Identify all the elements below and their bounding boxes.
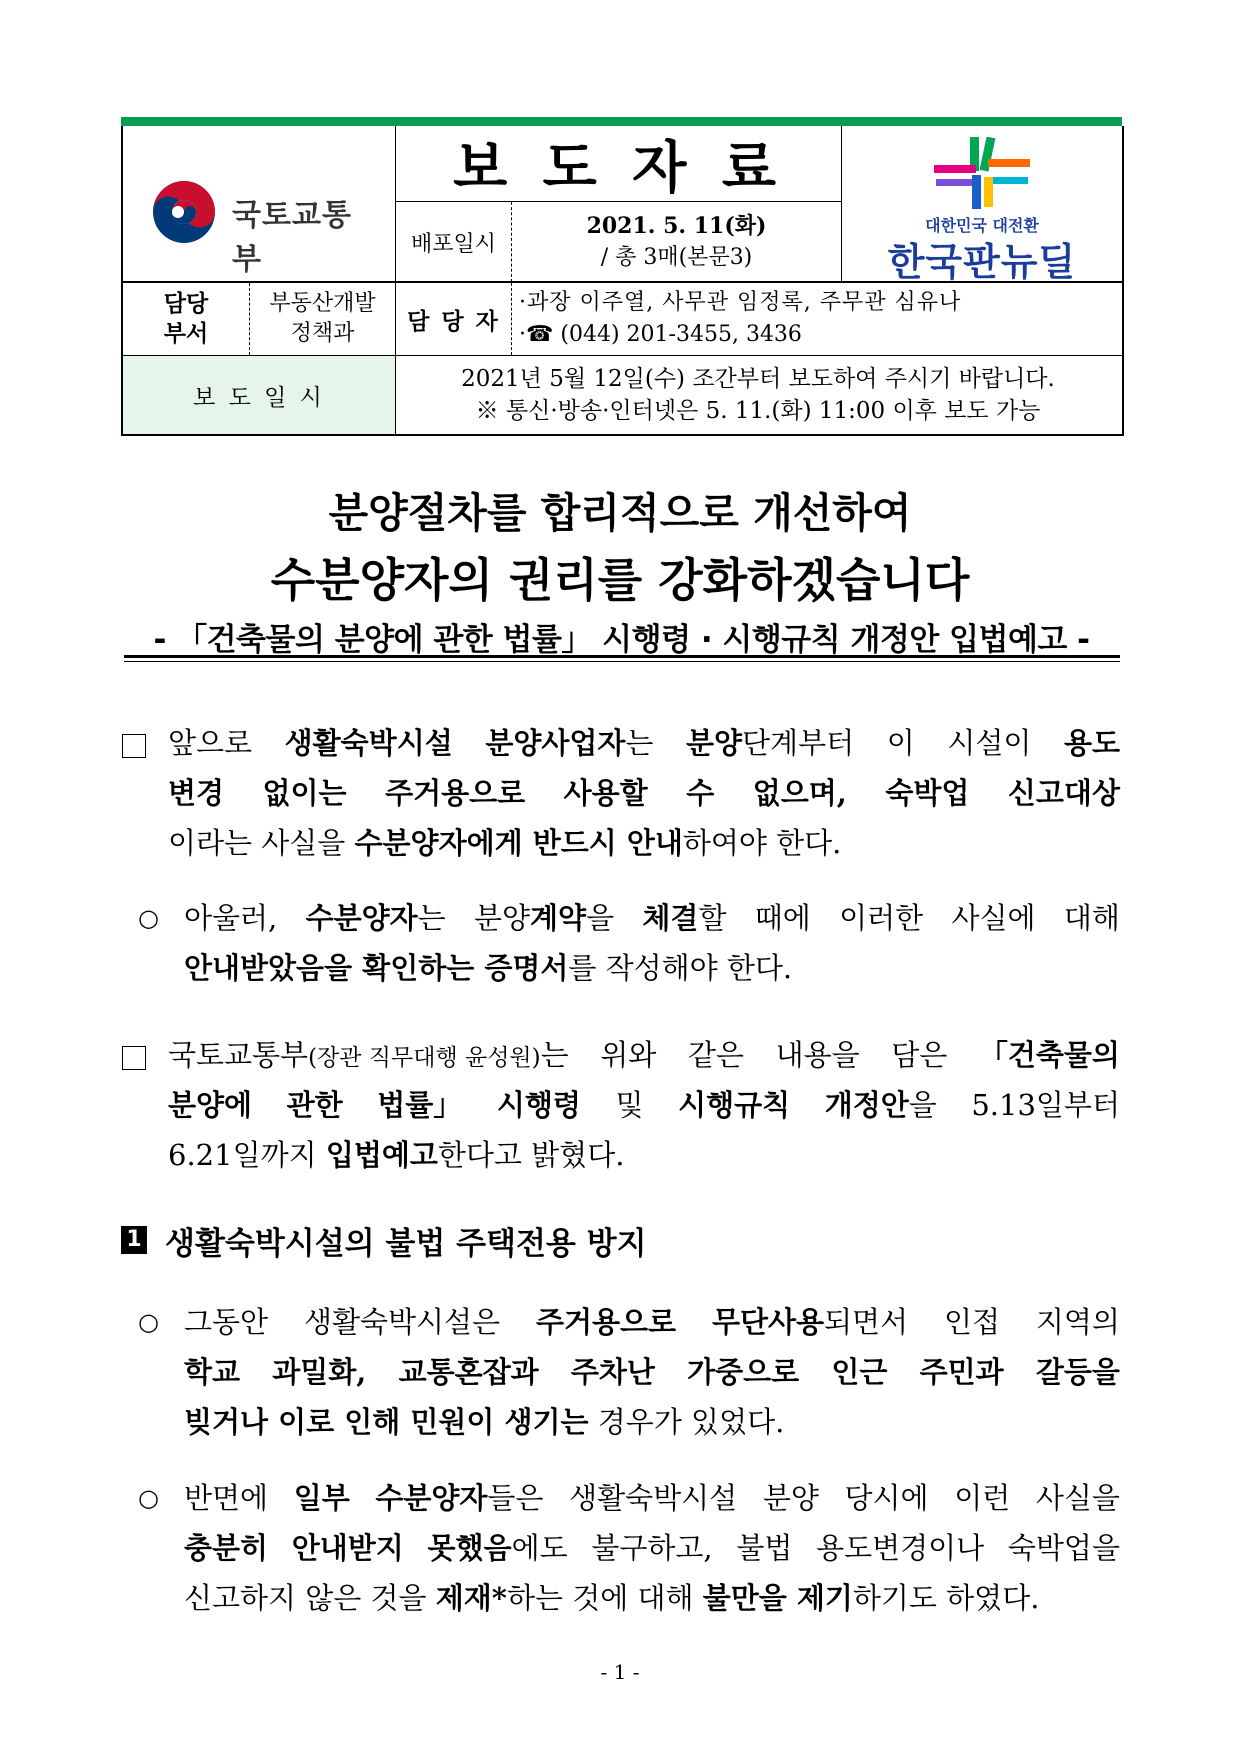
headline-line1: 분양절차를 합리적으로 개선하여 bbox=[328, 489, 912, 537]
circle-bullet-3: ○ bbox=[138, 1484, 159, 1512]
paragraph-2-line-2: 분양에 관한 법률」 시행령 및 시행규칙 개정안을 5.13일부터 bbox=[168, 1088, 1120, 1122]
checkbox-bullet-1 bbox=[122, 734, 146, 758]
page-number: - 1 - bbox=[600, 1660, 640, 1684]
korean-new-deal-logo bbox=[842, 127, 1122, 284]
paragraph-1-line-3: 이라는 사실을 수분양자에게 반드시 안내하여야 한다. bbox=[168, 826, 842, 860]
new-deal-emblem-icon bbox=[926, 137, 1036, 209]
contact-info bbox=[519, 287, 1119, 351]
release-line1: 2021년 5월 12일(수) 조간부터 보도하여 주시기 바랍니다. bbox=[461, 366, 1055, 392]
section1-p2-line-2: 충분히 안내받지 못했음에도 불구하고, 불법 용도변경이나 숙박업을 bbox=[184, 1531, 1120, 1565]
section1-p1-line-2: 학교 과밀화, 교통혼잡과 주차난 가중으로 인근 주민과 갈등을 bbox=[184, 1355, 1120, 1389]
new-deal-title: 한국판뉴딜 bbox=[887, 240, 1077, 284]
contact-label: 담 당 자 bbox=[407, 307, 500, 335]
ministry-logo bbox=[150, 172, 376, 277]
section1-p1-line-1: 그동안 생활숙박시설은 주거용으로 무단사용되면서 인접 지역의 bbox=[184, 1305, 1120, 1339]
dept-label: 담당 부서 bbox=[163, 290, 209, 347]
contact-phone: ·☎ (044) 201-3455, 3436 bbox=[519, 322, 802, 347]
section-heading-text: 생활숙박시설의 불법 주택전용 방지 bbox=[165, 1226, 647, 1262]
release-label: 보 도 일 시 bbox=[123, 356, 395, 434]
paragraph-1-line-1: 앞으로 생활숙박시설 분양사업자는 분양단계부터 이 시설이 용도 bbox=[168, 726, 1120, 760]
dept-value: 부동산개발 정책과 bbox=[269, 291, 376, 346]
taegeuk-icon bbox=[150, 178, 218, 246]
paragraph-1a-line-2: 안내받았음을 확인하는 증명서를 작성해야 한다. bbox=[184, 951, 793, 985]
paragraph-1a-line-1: 아울러, 수분양자는 분양계약을 체결할 때에 이러한 사실에 대해 bbox=[184, 901, 1120, 935]
release-info bbox=[396, 356, 1120, 434]
headline-subtitle: - 「건축물의 분양에 관한 법률」 시행령 · 시행규칙 개정안 입법예고 - bbox=[153, 622, 1090, 658]
dist-date-value bbox=[512, 202, 841, 282]
press-release-header bbox=[121, 117, 1122, 436]
paragraph-1-line-2: 변경 없이는 주거용으로 사용할 수 없으며, 숙박업 신고대상 bbox=[168, 776, 1120, 810]
checkbox-bullet-2 bbox=[122, 1046, 146, 1070]
dist-date-line2: / 총 3매(본문3) bbox=[600, 245, 753, 270]
section-number-box: 1 bbox=[121, 1226, 147, 1254]
circle-bullet-2: ○ bbox=[138, 1308, 159, 1336]
contact-names: ·과장 이주열, 사무관 임정록, 주무관 심유나 bbox=[519, 290, 962, 315]
ministry-name: 국토교통부 bbox=[232, 198, 352, 277]
paragraph-2-line-1: 국토교통부(장관 직무대행 윤성원)는 위와 같은 내용을 담은 「건축물의 bbox=[168, 1038, 1120, 1072]
headline-line2: 수분양자의 권리를 강화하겠습니다 bbox=[270, 553, 970, 607]
new-deal-slogan: 대한민국 대전환 bbox=[925, 216, 1039, 235]
paragraph-2-line-3: 6.21일까지 입법예고한다고 밝혔다. bbox=[168, 1138, 625, 1172]
circle-bullet-1: ○ bbox=[138, 904, 159, 932]
section1-p2-line-1: 반면에 일부 수분양자들은 생활숙박시설 분양 당시에 이런 사실을 bbox=[184, 1481, 1120, 1515]
doc-type-title: 보 도 자 료 bbox=[453, 136, 784, 201]
dist-date-label: 배포일시 bbox=[410, 231, 496, 257]
subtitle-double-underline bbox=[124, 655, 1120, 662]
section1-p1-line-3: 빚거나 이로 인해 민원이 생기는 경우가 있었다. bbox=[184, 1405, 785, 1439]
release-line2: ※ 통신·방송·인터넷은 5. 11.(화) 11:00 이후 보도 가능 bbox=[475, 398, 1041, 424]
dist-date-line1: 2021. 5. 11(화) bbox=[586, 213, 767, 239]
section1-p2-line-3: 신고하지 않은 것을 제재*하는 것에 대해 불만을 제기하기도 하였다. bbox=[184, 1581, 1040, 1615]
